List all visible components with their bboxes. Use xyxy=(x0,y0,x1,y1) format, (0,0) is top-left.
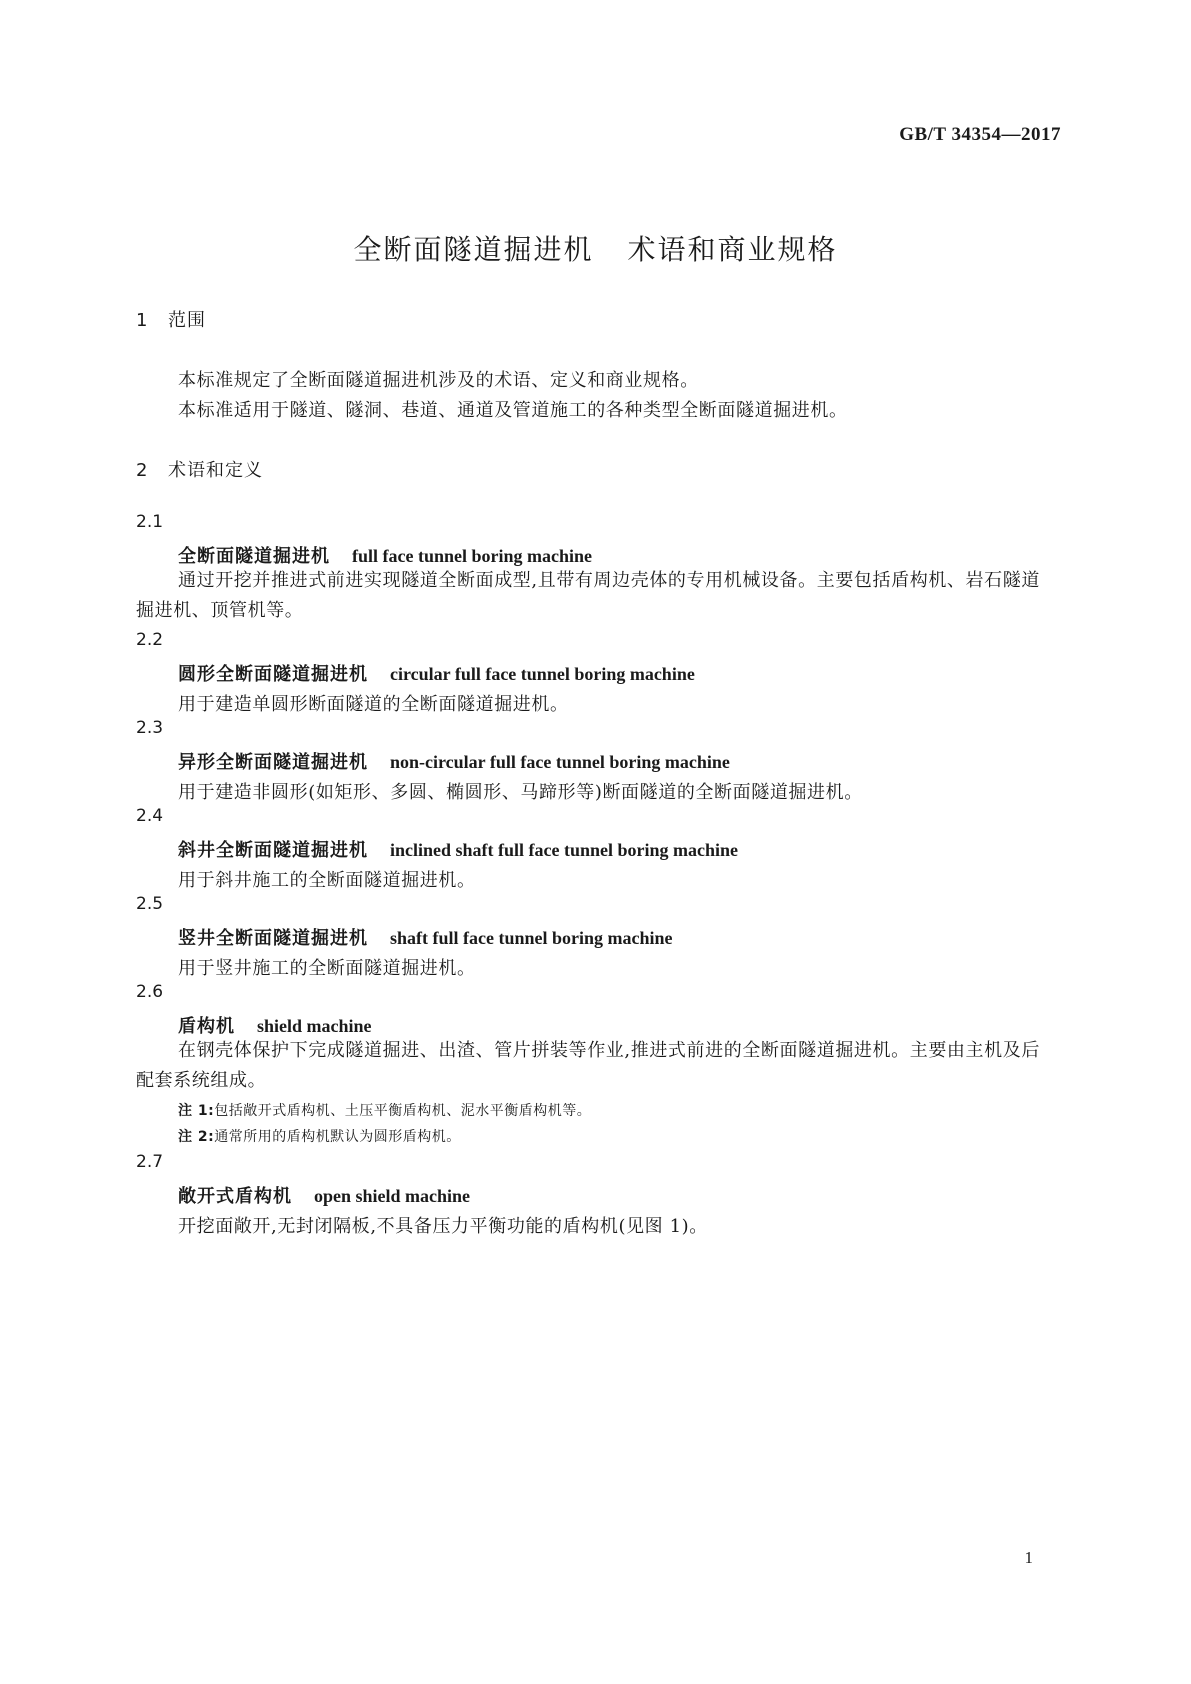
term-english: inclined shaft full face tunnel boring machine xyxy=(390,840,739,860)
term-entry xyxy=(178,836,738,862)
note-text: 通常所用的盾构机默认为圆形盾构机。 xyxy=(214,1129,461,1145)
section-1-number: 1 xyxy=(136,310,149,331)
scope-paragraph-2: 本标准适用于隧道、隧洞、巷道、通道及管道施工的各种类型全断面隧道掘进机。 xyxy=(178,400,848,421)
title-part-2: 术语和商业规格 xyxy=(627,233,838,266)
term-entry xyxy=(178,924,673,950)
note-1 xyxy=(178,1100,591,1120)
clause-number: 2.2 xyxy=(136,630,164,650)
term-chinese: 盾构机 xyxy=(178,1016,235,1037)
term-english: non-circular full face tunnel boring machine xyxy=(390,752,730,772)
page-number: 1 xyxy=(1024,1548,1033,1567)
term-entry xyxy=(178,542,592,568)
term-entry xyxy=(178,748,730,774)
term-definition: 用于建造非圆形(如矩形、多圆、椭圆形、马蹄形等)断面隧道的全断面隧道掘进机。 xyxy=(178,782,863,803)
clause-number: 2.1 xyxy=(136,512,164,532)
clause-number: 2.4 xyxy=(136,806,164,826)
term-chinese: 圆形全断面隧道掘进机 xyxy=(178,664,368,685)
title-part-1: 全断面隧道掘进机 xyxy=(353,233,594,266)
term-english: full face tunnel boring machine xyxy=(352,546,593,566)
section-1-heading xyxy=(136,306,206,332)
term-definition: 用于竖井施工的全断面隧道掘进机。 xyxy=(178,958,476,979)
section-2-number: 2 xyxy=(136,460,149,481)
note-2 xyxy=(178,1126,461,1146)
term-entry xyxy=(178,660,695,686)
note-label: 注 1: xyxy=(178,1103,215,1119)
clause-number: 2.6 xyxy=(136,982,164,1002)
term-english: open shield machine xyxy=(314,1186,471,1206)
term-chinese: 斜井全断面隧道掘进机 xyxy=(178,840,368,861)
term-entry xyxy=(178,1182,470,1208)
note-text: 包括敞开式盾构机、土压平衡盾构机、泥水平衡盾构机等。 xyxy=(214,1103,592,1119)
term-definition: 用于斜井施工的全断面隧道掘进机。 xyxy=(178,870,476,891)
clause-number: 2.7 xyxy=(136,1152,164,1172)
term-chinese: 异形全断面隧道掘进机 xyxy=(178,752,368,773)
section-2-title: 术语和定义 xyxy=(168,460,263,481)
clause-number: 2.3 xyxy=(136,718,164,738)
term-chinese: 敞开式盾构机 xyxy=(178,1186,292,1207)
document-title xyxy=(0,228,1191,268)
term-definition: 用于建造单圆形断面隧道的全断面隧道掘进机。 xyxy=(178,694,569,715)
term-english: circular full face tunnel boring machine xyxy=(390,664,695,684)
term-definition: 通过开挖并推进式前进实现隧道全断面成型,且带有周边壳体的专用机械设备。主要包括盾构机、岩石隧道掘进机、顶管机等。 xyxy=(136,570,1040,621)
term-english: shield machine xyxy=(257,1016,372,1036)
term-chinese: 竖井全断面隧道掘进机 xyxy=(178,928,368,949)
section-2-heading xyxy=(136,456,263,482)
term-entry xyxy=(178,1012,372,1038)
term-definition: 开挖面敞开,无封闭隔板,不具备压力平衡功能的盾构机(见图 1)。 xyxy=(178,1216,708,1237)
term-chinese: 全断面隧道掘进机 xyxy=(178,546,330,567)
standard-code: GB/T 34354—2017 xyxy=(899,124,1061,145)
section-1-title: 范围 xyxy=(168,310,206,331)
note-label: 注 2: xyxy=(178,1129,215,1145)
clause-number: 2.5 xyxy=(136,894,164,914)
scope-paragraph-1: 本标准规定了全断面隧道掘进机涉及的术语、定义和商业规格。 xyxy=(178,370,699,391)
term-definition: 在钢壳体保护下完成隧道掘进、出渣、管片拼装等作业,推进式前进的全断面隧道掘进机。主要由主机及后配套系统组成。 xyxy=(136,1040,1040,1091)
term-english: shaft full face tunnel boring machine xyxy=(390,928,673,948)
